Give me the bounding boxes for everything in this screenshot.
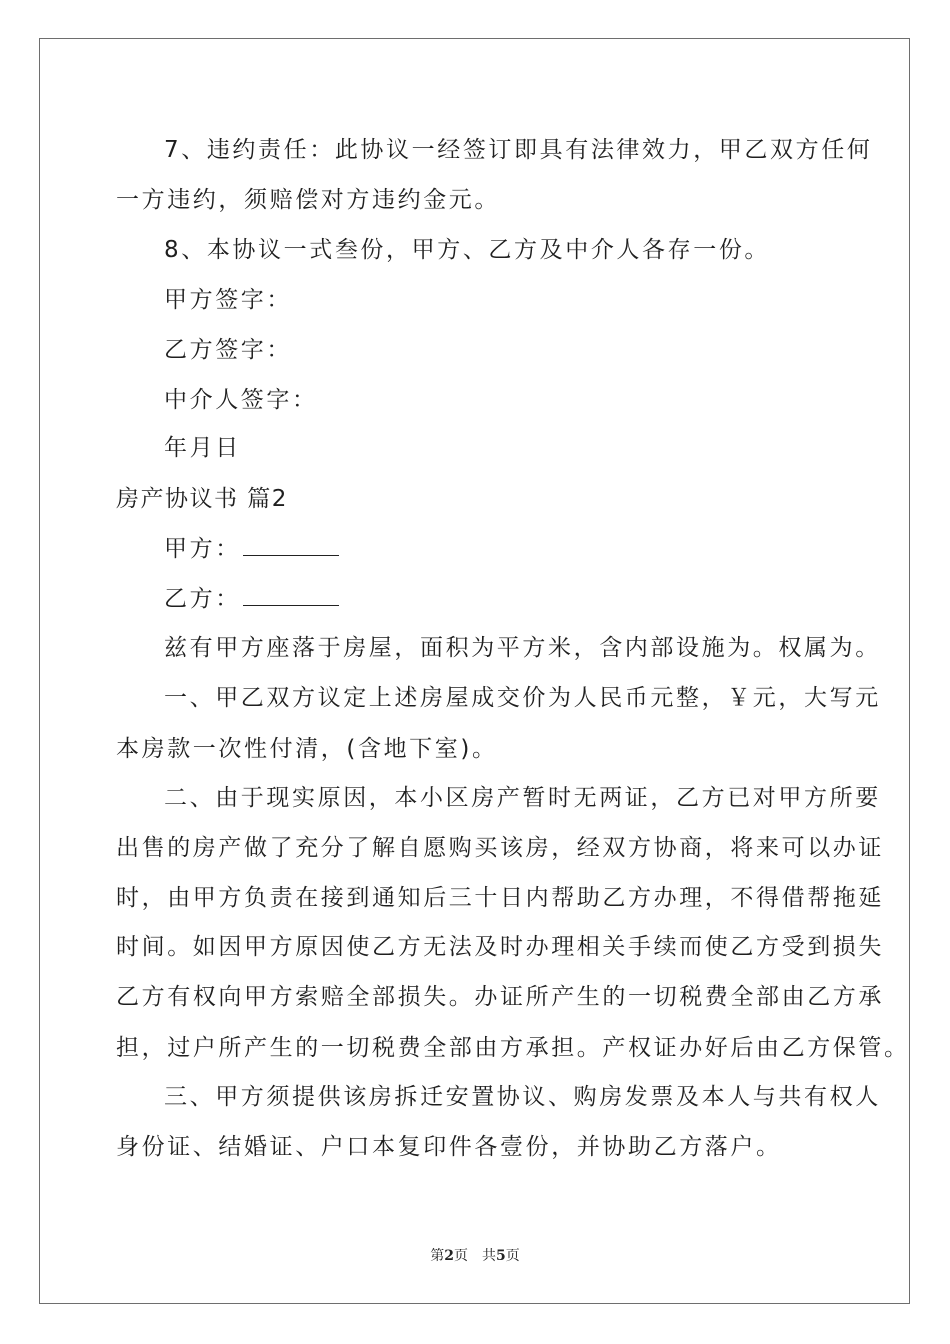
clause-2-line-3: 时，由甲方负责在接到通知后三十日内帮助乙方办理，不得借帮拖延: [116, 885, 884, 911]
party-b-row: [164, 584, 339, 614]
clause-1-line-1: 一、甲乙双方议定上述房屋成交价为人民币元整，￥元，大写元: [164, 685, 881, 711]
intermediary-signature: 中介人签字：: [164, 387, 318, 413]
party-a-blank: [243, 535, 339, 556]
total-pages: 5: [496, 1248, 506, 1264]
total-suffix: 页: [505, 1248, 520, 1264]
clause-8: 8、本协议一式叁份，甲方、乙方及中介人各存一份。: [164, 237, 771, 263]
party-b-blank: [243, 585, 339, 606]
page-border: [39, 38, 910, 1304]
date-line: 年月日: [164, 435, 241, 461]
page-suffix: 页: [454, 1248, 468, 1264]
clause-3-line-2: 身份证、结婚证、户口本复印件各壹份，并协助乙方落户。: [116, 1134, 782, 1160]
clause-2-line-1: 二、由于现实原因，本小区房产暂时无两证，乙方已对甲方所要: [164, 785, 881, 811]
clause-2-line-5: 乙方有权向甲方索赔全部损失。办证所产生的一切税费全部由乙方承: [116, 984, 884, 1010]
clause-7-line-1: 7、违约责任：此协议一经签订即具有法律效力，甲乙双方任何: [164, 137, 873, 163]
party-a-label: 甲方：: [164, 536, 241, 562]
clause-2-line-4: 时间。如因甲方原因使乙方无法及时办理相关手续而使乙方受到损失: [116, 934, 884, 960]
clause-1-line-2: 本房款一次性付清，(含地下室)。: [116, 736, 498, 762]
party-a-row: [164, 534, 339, 564]
total-prefix: 共: [482, 1248, 496, 1264]
clause-2-line-6: 担，过户所产生的一切税费全部由方承担。产权证办好后由乙方保管。: [116, 1035, 910, 1061]
clause-3-line-1: 三、甲方须提供该房拆迁安置协议、购房发票及本人与共有权人: [164, 1084, 881, 1110]
party-b-signature: 乙方签字：: [164, 337, 292, 363]
page-prefix: 第: [430, 1248, 445, 1264]
party-b-label: 乙方：: [164, 586, 241, 612]
section-title: 房产协议书 篇2: [116, 486, 288, 512]
clause-7-line-2: 一方违约，须赔偿对方违约金元。: [116, 187, 500, 213]
page-number: 2: [444, 1248, 454, 1264]
page-footer: [0, 1247, 950, 1265]
property-description: 兹有甲方座落于房屋，面积为平方米，含内部设施为。权属为。: [164, 635, 881, 661]
clause-2-line-2: 出售的房产做了充分了解自愿购买该房，经双方协商，将来可以办证: [116, 835, 884, 861]
party-a-signature: 甲方签字：: [164, 287, 292, 313]
